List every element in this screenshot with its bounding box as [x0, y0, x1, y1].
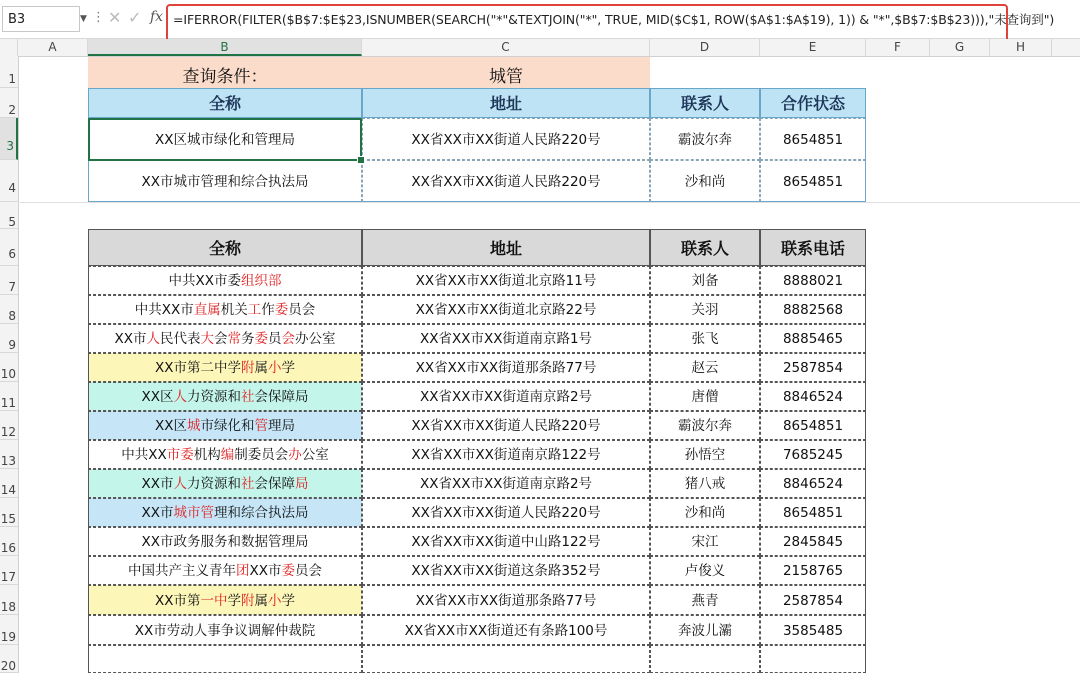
source-contact-cell[interactable]: 燕青 — [650, 585, 760, 615]
name-text-segment: 中共XX市 — [134, 302, 194, 318]
source-header-3: 联系电话 — [760, 229, 866, 266]
name-box[interactable]: B3 — [2, 6, 80, 32]
source-addr-cell[interactable]: XX省XX市XX街道北京路22号 — [362, 295, 650, 324]
name-text-segment: 学 — [281, 593, 295, 609]
source-phone-cell[interactable]: 8654851 — [760, 411, 866, 440]
name-text-segment: 工 — [247, 302, 262, 318]
row-header-19[interactable]: 19 — [0, 615, 18, 645]
name-text-segment: 附 — [241, 593, 255, 609]
source-phone-cell[interactable]: 2158765 — [760, 556, 866, 585]
name-text-segment: 学 — [227, 593, 241, 609]
source-phone-cell[interactable] — [760, 645, 866, 673]
name-text-segment: 中共XX市委 — [168, 273, 241, 289]
name-text-segment: 属 — [254, 593, 268, 609]
source-addr-cell[interactable]: XX省XX市XX街道南京路1号 — [362, 324, 650, 353]
column-header-d[interactable]: D — [650, 39, 760, 56]
query-label: 查询条件： — [182, 67, 268, 87]
source-contact-cell[interactable]: 霸波尔奔 — [650, 411, 760, 440]
name-text-segment: 制委员会 — [234, 447, 289, 463]
name-text-segment: 附 — [241, 360, 255, 376]
name-text-segment: XX市劳动人事争议调解仲裁院 — [134, 623, 316, 639]
source-header-2: 联系人 — [650, 229, 760, 266]
name-text-segment: 务 — [241, 331, 255, 347]
result-header-1: 地址 — [362, 88, 650, 118]
source-name-cell[interactable] — [88, 469, 362, 498]
name-text-segment: 编 — [220, 447, 235, 463]
source-name-cell[interactable] — [88, 353, 362, 382]
row-header-3[interactable]: 3 — [0, 118, 18, 160]
source-name-cell[interactable] — [88, 382, 362, 411]
column-header-b[interactable]: B — [88, 39, 362, 56]
name-text-segment: 中共XX — [121, 447, 167, 463]
name-text-segment: XX市第 — [155, 593, 201, 609]
column-headers — [0, 39, 1080, 57]
row-header-9[interactable]: 9 — [0, 324, 18, 353]
source-contact-cell[interactable]: 宋江 — [650, 527, 760, 556]
source-phone-cell[interactable]: 8882568 — [760, 295, 866, 324]
fill-handle[interactable] — [357, 156, 365, 164]
name-text-segment: 办公室 — [295, 331, 336, 347]
row-header-11[interactable]: 11 — [0, 382, 18, 411]
source-phone-cell[interactable]: 7685245 — [760, 440, 866, 469]
name-text-segment: XX市 — [141, 476, 174, 492]
source-addr-cell[interactable]: XX省XX市XX街道南京路2号 — [362, 469, 650, 498]
query-value-cell[interactable]: 城管 — [489, 67, 523, 87]
source-name-cell[interactable] — [88, 527, 362, 556]
source-contact-cell[interactable]: 唐僧 — [650, 382, 760, 411]
name-text-segment: 管 — [254, 418, 268, 434]
source-contact-cell[interactable]: 赵云 — [650, 353, 760, 382]
source-phone-cell[interactable]: 8888021 — [760, 266, 866, 295]
source-contact-cell[interactable]: 奔波儿灞 — [650, 615, 760, 645]
row-header-4[interactable]: 4 — [0, 160, 18, 202]
name-text-segment: XX市 — [249, 563, 282, 579]
name-text-segment: 学 — [281, 360, 295, 376]
source-phone-cell[interactable]: 2587854 — [760, 585, 866, 615]
source-addr-cell[interactable]: XX省XX市XX街道北京路11号 — [362, 266, 650, 295]
column-header-h[interactable]: H — [990, 39, 1052, 56]
row-header-1[interactable]: 1 — [0, 56, 18, 88]
source-contact-cell[interactable]: 刘备 — [650, 266, 760, 295]
result-cell[interactable]: 霸波尔奔 — [650, 118, 760, 160]
name-text-segment: 人 — [146, 331, 160, 347]
name-text-segment: 团 — [236, 563, 250, 579]
name-text-segment: 民代表 — [160, 331, 201, 347]
chevron-down-icon[interactable]: ▼ — [80, 14, 87, 24]
name-text-segment: 社 — [241, 476, 255, 492]
result-cell[interactable]: 8654851 — [760, 118, 866, 160]
name-text-segment: 组织部 — [241, 273, 282, 289]
source-name-cell[interactable] — [88, 411, 362, 440]
row-header-12[interactable]: 12 — [0, 411, 18, 440]
name-text-segment: 会保障局 — [254, 389, 309, 405]
source-addr-cell[interactable]: XX省XX市XX街道那条路77号 — [362, 585, 650, 615]
row-header-6[interactable]: 6 — [0, 229, 18, 266]
row-header-20[interactable]: 20 — [0, 645, 18, 673]
source-addr-cell[interactable]: XX省XX市XX街道南京路2号 — [362, 382, 650, 411]
result-cell[interactable]: XX省XX市XX街道人民路220号 — [362, 160, 650, 202]
column-header-e[interactable]: E — [760, 39, 866, 56]
row-header-18[interactable]: 18 — [0, 585, 18, 615]
enter-icon[interactable]: ✓ — [128, 8, 142, 27]
source-contact-cell[interactable]: 张飞 — [650, 324, 760, 353]
name-text-segment: XX市 — [114, 331, 147, 347]
source-header-0: 全称 — [88, 229, 362, 266]
name-text-segment: 理和综合执法局 — [214, 505, 309, 521]
source-name-cell[interactable] — [88, 556, 362, 585]
row-header-8[interactable]: 8 — [0, 295, 18, 324]
source-contact-cell[interactable]: 孙悟空 — [650, 440, 760, 469]
name-text-segment: 市绿化和 — [200, 418, 255, 434]
result-header-0: 全称 — [88, 88, 362, 118]
name-text-segment: 人 — [173, 389, 187, 405]
name-text-segment: 机构 — [193, 447, 221, 463]
name-text-segment: 社 — [241, 389, 255, 405]
column-header-c[interactable]: C — [362, 39, 650, 56]
name-text-segment: 中国共产主义青年 — [128, 563, 236, 579]
source-name-cell[interactable] — [88, 266, 362, 295]
column-header-g[interactable]: G — [930, 39, 990, 56]
name-text-segment: XX区 — [141, 389, 174, 405]
source-contact-cell[interactable]: 沙和尚 — [650, 498, 760, 527]
name-text-segment: 小 — [268, 360, 282, 376]
name-text-segment: 委 — [281, 563, 295, 579]
name-text-segment: 城市 — [173, 505, 201, 521]
column-header-f[interactable]: F — [866, 39, 930, 56]
source-phone-cell[interactable]: 8885465 — [760, 324, 866, 353]
source-addr-cell[interactable]: XX省XX市XX街道还有条路100号 — [362, 615, 650, 645]
name-text-segment: 一中 — [200, 593, 228, 609]
source-contact-cell[interactable]: 卢俊义 — [650, 556, 760, 585]
source-addr-cell[interactable]: XX省XX市XX街道人民路220号 — [362, 498, 650, 527]
name-text-segment: 市委 — [166, 447, 194, 463]
result-cell[interactable]: XX市城市管理和综合执法局 — [88, 160, 362, 202]
name-text-segment: 大 — [200, 331, 214, 347]
source-phone-cell[interactable]: 2845845 — [760, 527, 866, 556]
source-contact-cell[interactable] — [650, 645, 760, 673]
more-options-icon[interactable]: ⋮ — [92, 10, 105, 25]
source-name-cell[interactable] — [88, 440, 362, 469]
source-phone-cell[interactable]: 8846524 — [760, 469, 866, 498]
source-phone-cell[interactable]: 8846524 — [760, 382, 866, 411]
source-name-cell[interactable] — [88, 585, 362, 615]
row-header-10[interactable]: 10 — [0, 353, 18, 382]
name-text-segment: 办 — [288, 447, 302, 463]
insert-function-button[interactable]: fx — [150, 9, 164, 25]
row-header-16[interactable]: 16 — [0, 527, 18, 556]
result-cell[interactable]: 沙和尚 — [650, 160, 760, 202]
source-header-1: 地址 — [362, 229, 650, 266]
name-text-segment: XX区 — [155, 418, 187, 434]
source-name-cell[interactable] — [88, 295, 362, 324]
name-text-segment: 人 — [173, 476, 187, 492]
name-text-segment: 城 — [187, 418, 201, 434]
name-text-segment: 局 — [295, 476, 309, 492]
cancel-icon[interactable]: ✕ — [108, 8, 122, 27]
source-name-cell[interactable] — [88, 324, 362, 353]
name-text-segment: XX市政务服务和数据管理局 — [141, 534, 309, 550]
result-header-3: 合作状态 — [760, 88, 866, 118]
name-text-segment: 管 — [200, 505, 214, 521]
name-text-segment: 员会 — [288, 302, 316, 318]
formula-input[interactable]: =IFERROR(FILTER($B$7:$E$23,ISNUMBER(SEARCH("*"&TEXTJOIN("*", TRUE, MID($C$1, ROW($A$1:$A$19), 1)) & "*",$B$7:$B$23))),"未查询到") — [173, 12, 1055, 27]
source-phone-cell[interactable]: 2587854 — [760, 353, 866, 382]
source-contact-cell[interactable]: 关羽 — [650, 295, 760, 324]
name-text-segment: 属 — [254, 360, 268, 376]
name-text-segment: 力资源和 — [187, 476, 241, 492]
source-addr-cell[interactable]: XX省XX市XX街道中山路122号 — [362, 527, 650, 556]
row-divider — [18, 202, 1080, 203]
row-header-14[interactable]: 14 — [0, 469, 18, 498]
name-text-segment: 公室 — [301, 447, 329, 463]
name-text-segment: 会保障 — [254, 476, 295, 492]
name-text-segment: 会 — [281, 331, 295, 347]
row-header-7[interactable]: 7 — [0, 266, 18, 295]
source-addr-cell[interactable]: XX省XX市XX街道这条路352号 — [362, 556, 650, 585]
source-addr-cell[interactable] — [362, 645, 650, 673]
source-contact-cell[interactable]: 猪八戒 — [650, 469, 760, 498]
name-text-segment: 常 — [227, 331, 241, 347]
row-header-17[interactable]: 17 — [0, 556, 18, 585]
source-phone-cell[interactable]: 3585485 — [760, 615, 866, 645]
row-header-15[interactable]: 15 — [0, 498, 18, 527]
source-phone-cell[interactable]: 8654851 — [760, 498, 866, 527]
source-addr-cell[interactable]: XX省XX市XX街道人民路220号 — [362, 411, 650, 440]
name-text-segment: 委 — [274, 302, 289, 318]
name-text-segment: 小 — [268, 593, 282, 609]
source-addr-cell[interactable]: XX省XX市XX街道那条路77号 — [362, 353, 650, 382]
name-text-segment: 直属 — [193, 302, 221, 318]
source-name-cell[interactable] — [88, 645, 362, 673]
name-text-segment: XX市 — [141, 505, 174, 521]
name-text-segment: 理局 — [268, 418, 295, 434]
result-header-2: 联系人 — [650, 88, 760, 118]
name-text-segment: 员 — [268, 331, 282, 347]
source-addr-cell[interactable]: XX省XX市XX街道南京路122号 — [362, 440, 650, 469]
name-text-segment: 力资源和 — [187, 389, 241, 405]
name-text-segment: 机关 — [220, 302, 248, 318]
source-name-cell[interactable] — [88, 498, 362, 527]
name-text-segment: 员会 — [295, 563, 322, 579]
name-text-segment: 委 — [254, 331, 268, 347]
source-name-cell[interactable] — [88, 615, 362, 645]
result-cell[interactable]: 8654851 — [760, 160, 866, 202]
name-text-segment: 作 — [261, 302, 275, 318]
select-all-corner[interactable] — [0, 39, 18, 56]
row-header-5[interactable]: 5 — [0, 202, 18, 229]
result-cell[interactable]: XX区城市绿化和管理局 — [88, 118, 362, 160]
row-header-13[interactable]: 13 — [0, 440, 18, 469]
result-cell[interactable]: XX省XX市XX街道人民路220号 — [362, 118, 650, 160]
row-header-2[interactable]: 2 — [0, 88, 18, 118]
name-text-segment: XX市第二中学 — [155, 360, 241, 376]
name-text-segment: 会 — [214, 331, 228, 347]
column-header-a[interactable]: A — [18, 39, 88, 56]
